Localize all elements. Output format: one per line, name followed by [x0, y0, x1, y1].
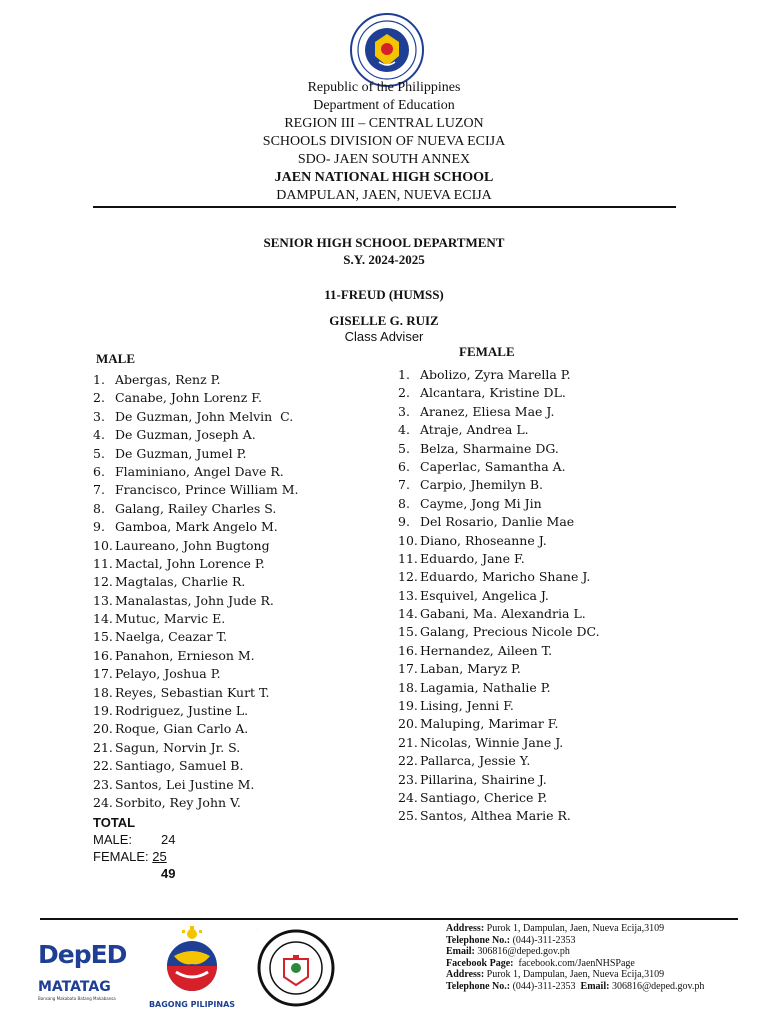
totals-heading: TOTAL	[93, 815, 136, 830]
student-name: Atraje, Andrea L.	[420, 422, 529, 438]
student-number: 17.	[398, 661, 418, 677]
footer-contact-label: Telephone No.:	[446, 934, 511, 946]
footer-contact-line	[446, 958, 704, 970]
footer-contact-value: 306816@deped.gov.ph	[474, 946, 570, 957]
student-number: 22.	[398, 753, 418, 769]
student-number: 23.	[398, 771, 418, 787]
student-number: 14.	[398, 606, 418, 622]
school-seal-logo	[257, 929, 335, 1007]
male-student-item	[93, 500, 299, 518]
student-name: Pallarca, Jessie Y.	[420, 753, 531, 769]
female-student-item	[398, 660, 600, 678]
female-student-item	[398, 384, 600, 402]
footer-contact-value: facebook.com/JaenNHSPage	[513, 957, 635, 969]
student-number: 19.	[398, 698, 418, 714]
student-number: 11.	[93, 555, 113, 571]
student-name: De Guzman, Jumel P.	[115, 445, 247, 461]
female-student-item	[398, 789, 600, 807]
header-school-address: DAMPULAN, JAEN, NUEVA ECIJA	[276, 188, 492, 203]
student-name: Eduardo, Jane F.	[420, 550, 525, 566]
female-student-item	[398, 734, 600, 752]
male-student-item	[93, 426, 299, 444]
female-student-item	[398, 605, 600, 623]
footer-contact-last: Telephone No.: (044)-311-2353 Email: 306816@deped.gov.ph	[446, 980, 705, 992]
student-name: Carpio, Jhemilyn B.	[420, 477, 544, 493]
male-student-item	[93, 628, 299, 646]
male-student-item	[93, 481, 299, 499]
male-student-item	[93, 408, 299, 426]
student-number: 10.	[398, 532, 418, 548]
student-name: Roque, Gian Carlo A.	[115, 721, 249, 737]
male-heading: MALE	[96, 351, 135, 366]
student-number: 24.	[93, 794, 113, 810]
student-number: 4.	[398, 422, 410, 438]
footer-contact-value: Purok 1, Dampulan, Jaen, Nueva Ecija,3109	[484, 923, 665, 934]
seal-ring-text	[352, 15, 422, 16]
footer-contact-label: Address:	[446, 969, 485, 980]
footer-contact-line	[446, 935, 704, 947]
student-number: 2.	[93, 390, 105, 406]
female-student-item	[398, 366, 600, 384]
student-name: Laureano, John Bugtong	[115, 537, 270, 553]
student-number: 23.	[93, 776, 113, 792]
student-number: 6.	[398, 458, 410, 474]
footer-contact-value: (044)-311-2353	[510, 934, 576, 946]
student-number: 8.	[398, 495, 410, 511]
student-name: Eduardo, Maricho Shane J.	[420, 569, 591, 585]
totals-grand-total: 49	[161, 866, 176, 881]
male-student-item	[93, 757, 299, 775]
student-number: 5.	[93, 445, 105, 461]
deped-matatag-logo	[38, 940, 136, 1004]
student-number: 12.	[398, 569, 418, 585]
student-number: 22.	[93, 758, 113, 774]
student-name: Panahon, Ernieson M.	[115, 647, 255, 663]
female-student-item	[398, 440, 600, 458]
student-number: 15.	[93, 629, 113, 645]
male-student-item	[93, 573, 299, 591]
student-number: 3.	[93, 408, 105, 424]
student-number: 18.	[398, 679, 418, 695]
student-name: Belza, Sharmaine DG.	[420, 440, 559, 456]
student-name: Aranez, Eliesa Mae J.	[420, 403, 555, 419]
student-name: Gabani, Ma. Alexandria L.	[420, 606, 586, 622]
footer-contact-line	[446, 969, 704, 981]
student-number: 10.	[93, 537, 113, 553]
student-number: 20.	[398, 716, 418, 732]
totals-female-value: 25	[152, 849, 167, 864]
footer-contact-lines	[446, 923, 704, 981]
student-name: Hernandez, Aileen T.	[420, 642, 553, 658]
student-number: 12.	[93, 574, 113, 590]
totals-block	[93, 814, 176, 881]
school-year: S.Y. 2024-2025	[343, 252, 425, 267]
male-student-item	[93, 463, 299, 481]
male-student-item	[93, 739, 299, 757]
female-student-item	[398, 495, 600, 513]
student-name: Alcantara, Kristine DL.	[420, 385, 566, 401]
student-number: 20.	[93, 721, 113, 737]
header-division: SCHOOLS DIVISION OF NUEVA ECIJA	[262, 134, 506, 149]
male-student-item	[93, 555, 299, 573]
footer-contact-label: Facebook Page:	[446, 957, 514, 969]
student-name: Reyes, Sebastian Kurt T.	[115, 684, 270, 700]
student-name: Maluping, Marimar F.	[420, 716, 559, 732]
student-name: Del Rosario, Danlie Mae	[420, 514, 575, 530]
student-number: 5.	[398, 440, 410, 456]
deped-wordmark: DepED	[38, 940, 127, 969]
student-name: Lising, Jenni F.	[420, 698, 514, 714]
footer-contact-value: Purok 1, Dampulan, Jaen, Nueva Ecija,3109	[484, 969, 665, 980]
student-number: 14.	[93, 611, 113, 627]
male-student-item	[93, 684, 299, 702]
male-student-item	[93, 665, 299, 683]
male-student-item	[93, 537, 299, 555]
female-student-item	[398, 807, 600, 825]
bagong-pilipinas-icon	[144, 926, 240, 992]
student-number: 9.	[398, 514, 410, 530]
totals-male-value: 24	[161, 832, 176, 847]
adviser-name: GISELLE G. RUIZ	[329, 313, 439, 328]
student-name: De Guzman, John Melvin C.	[115, 408, 294, 424]
deped-seal-logo	[349, 12, 425, 88]
student-name: Santiago, Samuel B.	[115, 758, 244, 774]
male-student-item	[93, 371, 299, 389]
header-divider	[93, 206, 676, 208]
header-department: Department of Education	[313, 98, 455, 113]
student-number: 21.	[398, 734, 418, 750]
male-student-item	[93, 702, 299, 720]
student-number: 25.	[398, 808, 418, 824]
student-name: Cayme, Jong Mi Jin	[420, 495, 542, 511]
student-name: Mutuc, Marvic E.	[115, 611, 226, 627]
female-student-item	[398, 752, 600, 770]
student-name: Santos, Althea Marie R.	[420, 808, 571, 824]
student-name: Gamboa, Mark Angelo M.	[115, 519, 278, 535]
female-student-item	[398, 642, 600, 660]
student-name: Rodriguez, Justine L.	[115, 703, 249, 719]
header-region: REGION III – CENTRAL LUZON	[284, 116, 484, 131]
school-seal-ring-text	[257, 929, 258, 930]
footer-divider	[40, 918, 738, 920]
footer-contact-line	[446, 923, 704, 935]
student-number: 8.	[93, 500, 105, 516]
student-name: Sorbito, Rey John V.	[115, 794, 241, 810]
student-number: 1.	[93, 372, 105, 387]
male-student-item	[93, 647, 299, 665]
student-number: 17.	[93, 666, 113, 682]
totals-female-row	[93, 848, 167, 865]
student-name: Diano, Rhoseanne J.	[420, 532, 547, 548]
student-name: Magtalas, Charlie R.	[115, 574, 246, 590]
student-name: Pelayo, Joshua P.	[115, 666, 221, 682]
student-name: Santiago, Cherice P.	[420, 789, 548, 805]
footer-contact-line	[446, 946, 704, 958]
student-number: 16.	[398, 642, 418, 658]
student-number: 2.	[398, 385, 410, 401]
bagong-pilipinas-text: BAGONG PILIPINAS	[148, 1000, 236, 1009]
student-number: 18.	[93, 684, 113, 700]
female-student-item	[398, 403, 600, 421]
student-number: 21.	[93, 739, 113, 755]
student-name: Manalastas, John Jude R.	[115, 592, 274, 608]
female-student-item	[398, 587, 600, 605]
male-student-item	[93, 518, 299, 536]
female-student-item	[398, 697, 600, 715]
adviser-role: Class Adviser	[344, 329, 424, 344]
student-name: Laban, Maryz P.	[420, 661, 521, 677]
female-student-item	[398, 532, 600, 550]
student-number: 13.	[93, 592, 113, 608]
female-student-item	[398, 513, 600, 531]
student-number: 11.	[398, 550, 418, 566]
male-student-item	[93, 794, 299, 812]
female-student-item	[398, 623, 600, 641]
student-name: Sagun, Norvin Jr. S.	[115, 739, 241, 755]
student-number: 9.	[93, 519, 105, 535]
letterhead	[0, 79, 768, 205]
section-name: 11-FREUD (HUMSS)	[324, 287, 444, 302]
department-title: SENIOR HIGH SCHOOL DEPARTMENT	[263, 235, 505, 250]
male-student-item	[93, 389, 299, 407]
student-name: Flaminiano, Angel Dave R.	[115, 463, 284, 479]
female-list	[398, 366, 600, 826]
header-school-name: JAEN NATIONAL HIGH SCHOOL	[274, 170, 494, 185]
totals-female-label: FEMALE:	[93, 849, 149, 864]
footer-contact	[446, 923, 704, 992]
bagong-pilipinas-logo	[144, 926, 240, 1009]
student-name: Galang, Precious Nicole DC.	[420, 624, 600, 640]
female-heading: FEMALE	[459, 344, 515, 359]
female-student-item	[398, 421, 600, 439]
totals-male-label: MALE:	[93, 832, 133, 847]
student-name: Lagamia, Nathalie P.	[420, 679, 551, 695]
student-name: Santos, Lei Justine M.	[115, 776, 255, 792]
student-number: 7.	[398, 477, 410, 493]
male-student-item	[93, 610, 299, 628]
student-number: 13.	[398, 587, 418, 603]
student-name: De Guzman, Joseph A.	[115, 427, 256, 443]
male-student-item	[93, 445, 299, 463]
header-republic: Republic of the Philippines	[307, 80, 461, 95]
student-number: 16.	[93, 647, 113, 663]
student-number: 19.	[93, 703, 113, 719]
matatag-tagline: Bansang Makabata Batang Makabansa	[38, 996, 116, 1001]
footer-contact-label: Address:	[446, 923, 485, 934]
student-name: Galang, Railey Charles S.	[115, 500, 277, 516]
student-name: Canabe, John Lorenz F.	[115, 390, 262, 406]
student-name: Abergas, Renz P.	[115, 372, 221, 387]
student-name: Mactal, John Lorence P.	[115, 555, 265, 571]
female-student-item	[398, 458, 600, 476]
student-number: 6.	[93, 463, 105, 479]
student-number: 4.	[93, 427, 105, 443]
male-student-item	[93, 720, 299, 738]
student-name: Francisco, Prince William M.	[115, 482, 299, 498]
student-name: Nicolas, Winnie Jane J.	[420, 734, 564, 750]
student-name: Pillarina, Shairine J.	[420, 771, 547, 787]
female-student-item	[398, 550, 600, 568]
student-name: Abolizo, Zyra Marella P.	[420, 367, 571, 382]
male-student-item	[93, 776, 299, 794]
student-number: 3.	[398, 403, 410, 419]
male-list	[93, 371, 299, 812]
female-student-item	[398, 715, 600, 733]
female-student-item	[398, 568, 600, 586]
header-sdo: SDO- JAEN SOUTH ANNEX	[297, 152, 471, 167]
male-student-item	[93, 592, 299, 610]
female-student-item	[398, 679, 600, 697]
matatag-wordmark: MATATAG	[38, 979, 111, 995]
student-number: 1.	[398, 367, 410, 382]
student-number: 7.	[93, 482, 105, 498]
student-name: Caperlac, Samantha A.	[420, 458, 566, 474]
student-name: Esquivel, Angelica J.	[420, 587, 549, 603]
totals-male-row	[93, 831, 176, 848]
footer-contact-label: Email:	[446, 946, 475, 957]
female-student-item	[398, 476, 600, 494]
student-number: 15.	[398, 624, 418, 640]
female-student-item	[398, 771, 600, 789]
student-number: 24.	[398, 789, 418, 805]
student-name: Naelga, Ceazar T.	[115, 629, 228, 645]
